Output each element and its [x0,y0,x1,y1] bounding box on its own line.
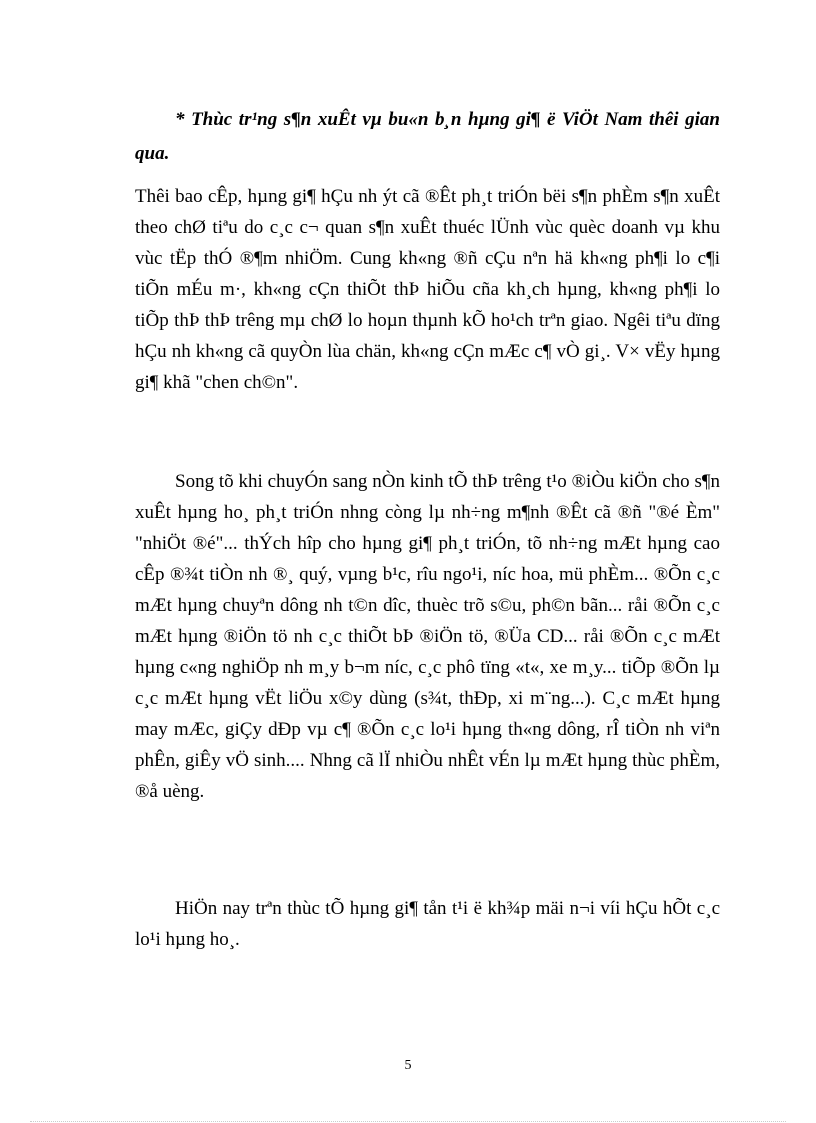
page-bottom-divider [30,1121,786,1122]
paragraph-2: Song tõ khi chuyÓn sang nÒn kinh tÕ thÞ trêng t¹o ®iÒu kiÖn cho s¶n xuÊt hµng ho¸ ph¸t triÓn nhng còng lµ nh÷ng m¶nh ®Êt cã ®ñ "®é Èm" "nhiÖt ®é"... thÝch hîp cho hµng gi¶ ph¸t triÓn, tõ nh÷ng mÆt hµng cao cÊp ®¾t tiÒn nh ®¸ quý, vµng b¹c, rîu ngo¹i, níc hoa, mü phÈm... ®Õn c¸c mÆt hµng chuyªn dông nh t©n dîc, thuèc trõ s©u, ph©n bãn... råi ®Õn c¸c mÆt hµng ®iÖn tö nh c¸c thiÕt bÞ ®iÖn tö, ®Üa CD... råi ®Õn c¸c mÆt hµng c«ng nghiÖp nh m¸y b¬m níc, c¸c phô tïng «t«, xe m¸y... tiÕp ®Õn lµ c¸c mÆt hµng vËt liÖu x©y dùng (s¾t, thÐp, xi m¨ng...). C¸c mÆt hµng may mÆc, giÇy dÐp vµ c¶ ®Õn c¸c lo¹i hµng th«ng dông, rÎ tiÒn nh viªn phÊn, giÊy vÖ sinh.... Nhng cã lÏ nhiÒu nhÊt vÉn lµ mÆt hµng thùc phÈm, ®å uèng. [135,471,720,802]
page-number: 5 [404,1058,412,1073]
section-heading: * Thùc tr¹ng s¶n xuÊt vµ bu«n b¸n hµng gi¶ ë ViÖt Nam thêi gian qua. [135,109,720,164]
paragraph-3: HiÖn nay trªn thùc tÕ hµng gi¶ tån t¹i ë kh¾p mäi n¬i víi hÇu hÕt c¸c lo¹i hµng ho¸. [135,898,720,950]
paragraph-1: Thêi bao cÊp, hµng gi¶ hÇu nh ýt cã ®Êt ph¸t triÓn bëi s¶n phÈm s¶n xuÊt theo chØ tiªu do c¸c c¬ quan s¶n xuÊt thuéc lÜnh vùc quèc doanh vµ khu vùc tËp thÓ ®¶m nhiÖm. Cung kh«ng ®ñ cÇu nªn hä kh«ng ph¶i lo c¶i tiÕn mÉu m·, kh«ng cÇn thiÕt thÞ hiÕu cña kh¸ch hµng, kh«ng ph¶i lo tiÕp thÞ thÞ trêng mµ chØ lo hoµn thµnh kÕ ho¹ch trªn giao. Ngêi tiªu dïng hÇu nh kh«ng cã quyÒn lùa chän, kh«ng cÇn mÆc c¶ vÒ gi¸. V× vËy hµng gi¶ khã "chen ch©n". [135,186,720,393]
